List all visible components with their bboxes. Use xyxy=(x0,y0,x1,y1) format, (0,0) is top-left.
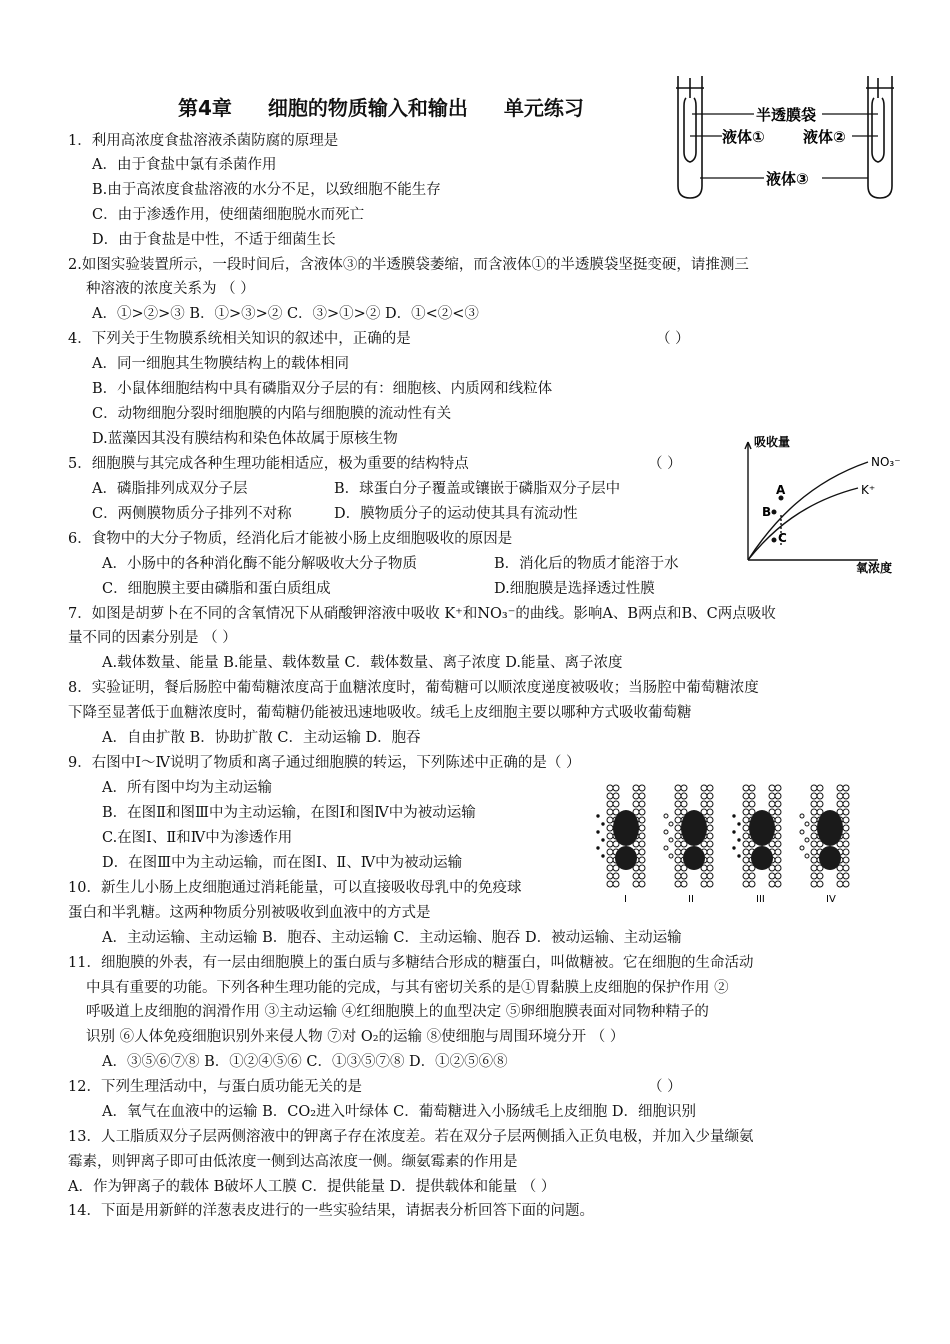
lipid-head xyxy=(707,873,713,879)
panel-label-2: II xyxy=(688,894,694,905)
lipid-head xyxy=(639,881,645,887)
lipid-head xyxy=(811,801,817,807)
legend-no3: NO₃⁻ xyxy=(871,455,901,469)
lipid-head xyxy=(707,793,713,799)
lipid-head xyxy=(743,857,749,863)
q1-option-c: C．由于渗透作用，使细菌细胞脱水而死亡 xyxy=(92,207,365,223)
lipid-head xyxy=(811,841,817,847)
q10-stem-line1: 10．新生儿小肠上皮细胞通过消耗能量，可以直接吸收母乳中的免疫球 xyxy=(68,880,522,896)
lipid-head xyxy=(675,825,681,831)
q9-option-b: B．在图Ⅱ和图Ⅲ中为主动运输，在图Ⅰ和图Ⅳ中为被动运输 xyxy=(102,805,476,821)
lipid-head xyxy=(817,785,823,791)
transport-protein xyxy=(615,846,637,870)
q13-options: A．作为钾离子的载体 B破坏人工膜 C．提供能量 D．提供载体和能量 （ ） xyxy=(68,1179,556,1195)
lipid-head xyxy=(675,785,681,791)
lipid-head xyxy=(749,873,755,879)
q5-option-a: A．磷脂排列成双分子层 xyxy=(92,481,248,497)
lipid-head xyxy=(775,801,781,807)
lipid-head xyxy=(769,793,775,799)
q4-stem: 4．下列关于生物膜系统相关知识的叙述中，正确的是 xyxy=(68,331,411,347)
point-a-label: A xyxy=(776,483,786,497)
lipid-head xyxy=(749,801,755,807)
q9-stem: 9．右图中Ⅰ～Ⅳ说明了物质和离子通过细胞膜的转运，下列陈述中正确的是（ ） xyxy=(68,755,581,771)
lipid-head xyxy=(639,849,645,855)
q13-stem-line1: 13．人工脂质双分子层两侧溶液中的钾离子存在浓度差。若在双分子层两侧插入正负电极，并加入少量缬氨 xyxy=(68,1129,754,1145)
lipid-head xyxy=(743,865,749,871)
point-b-marker xyxy=(772,510,777,515)
q8-options: A．自由扩散 B．协助扩散 C．主动运输 D．胞吞 xyxy=(102,730,421,746)
q8-stem-line2: 下降至显著低于血糖浓度时，葡萄糖仍能被迅速地吸收。绒毛上皮细胞主要以哪种方式吸收葡萄糖 xyxy=(68,705,692,721)
lipid-head xyxy=(811,881,817,887)
lipid-head xyxy=(639,865,645,871)
solute-particle xyxy=(738,855,740,857)
solute-particle xyxy=(738,823,740,825)
membrane-transport-figure xyxy=(596,776,858,908)
lipid-head xyxy=(775,793,781,799)
lipid-head xyxy=(707,881,713,887)
lipid-head xyxy=(613,793,619,799)
solute-particle xyxy=(805,838,809,842)
transport-protein xyxy=(817,810,843,846)
q5-option-c: C．两侧膜物质分子排列不对称 xyxy=(92,506,292,522)
lipid-head xyxy=(749,881,755,887)
q11-stem-line4: 识别 ⑥人体免疫细胞识别外来侵人物 ⑦对 O₂的运输 ⑧使细胞与周围环境分开 （ ） xyxy=(86,1029,625,1045)
lipid-head xyxy=(775,849,781,855)
liquid2-label: 液体② xyxy=(803,128,846,146)
q12-options: A．氧气在血液中的运输 B．CO₂进入叶绿体 C．葡萄糖进入小肠绒毛上皮细胞 D．细胞识别 xyxy=(102,1104,696,1120)
q5-stem: 5．细胞膜与其完成各种生理功能相适应，极为重要的结构特点 xyxy=(68,456,469,472)
lipid-head xyxy=(843,833,849,839)
lipid-head xyxy=(837,881,843,887)
solute-particle xyxy=(669,838,673,842)
lipid-head xyxy=(607,849,613,855)
lipid-head xyxy=(701,873,707,879)
solute-particle xyxy=(669,854,673,858)
lipid-head xyxy=(675,873,681,879)
lipid-head xyxy=(613,881,619,887)
lipid-head xyxy=(749,785,755,791)
lipid-head xyxy=(639,801,645,807)
q7-stem-line1: 7．如图是胡萝卜在不同的含氧情况下从硝酸钾溶液中吸收 K⁺和NO₃⁻的曲线。影响A、B两点和B、C两点吸收 xyxy=(68,606,776,622)
transport-protein xyxy=(749,810,775,846)
k-curve xyxy=(748,488,858,560)
q6-option-c: C．细胞膜主要由磷脂和蛋白质组成 xyxy=(102,581,331,597)
q13-stem-line2: 霉素，则钾离子即可由低浓度一侧到达高浓度一侧。缬氨霉素的作用是 xyxy=(68,1154,518,1170)
solute-particle xyxy=(664,814,668,818)
lipid-head xyxy=(707,841,713,847)
q5-bracket: （ ） xyxy=(648,456,682,472)
lipid-head xyxy=(707,865,713,871)
lipid-head xyxy=(775,785,781,791)
lipid-head xyxy=(633,801,639,807)
point-c-label: C xyxy=(778,531,787,545)
q4-option-a: A．同一细胞其生物膜结构上的载体相同 xyxy=(92,356,349,372)
lipid-head xyxy=(639,817,645,823)
lipid-head xyxy=(607,833,613,839)
point-c-marker xyxy=(772,538,777,543)
lipid-head xyxy=(633,793,639,799)
lipid-head xyxy=(837,793,843,799)
lipid-head xyxy=(607,841,613,847)
lipid-head xyxy=(837,801,843,807)
lipid-head xyxy=(743,849,749,855)
lipid-head xyxy=(639,833,645,839)
page-title xyxy=(178,92,620,121)
lipid-head xyxy=(843,881,849,887)
lipid-head xyxy=(707,849,713,855)
lipid-head xyxy=(775,881,781,887)
lipid-head xyxy=(817,801,823,807)
q6-option-d: D.细胞膜是选择透过性膜 xyxy=(494,581,655,597)
osmosis-apparatus-figure xyxy=(672,74,900,204)
chapter-name: 细胞的物质输入和输出 xyxy=(267,96,468,120)
solute-particle xyxy=(597,847,599,849)
solute-particle xyxy=(597,815,599,817)
lipid-head xyxy=(775,873,781,879)
q6-option-b: B．消化后的物质才能溶于水 xyxy=(494,556,679,572)
lipid-head xyxy=(681,793,687,799)
lipid-head xyxy=(843,865,849,871)
chapter-number: 第4章 xyxy=(178,96,232,120)
lipid-head xyxy=(639,809,645,815)
lipid-head xyxy=(701,801,707,807)
q2-stem-line1: 2.如图实验装置所示，一段时间后，含液体③的半透膜袋萎缩，而含液体①的半透膜袋坚挺变硬，请推测三 xyxy=(68,257,749,273)
q4-bracket: （ ） xyxy=(656,331,690,347)
q7-options: A.载体数量、能量 B.能量、载体数量 C．载体数量、离子浓度 D.能量、离子浓度 xyxy=(102,655,623,671)
lipid-head xyxy=(749,793,755,799)
lipid-head xyxy=(811,793,817,799)
lipid-head xyxy=(775,865,781,871)
q11-stem-line2: 中具有重要的功能。下列各种生理功能的完成，与其有密切关系的是①胃黏膜上皮细胞的保护作用 ② xyxy=(86,980,729,996)
lipid-head xyxy=(681,881,687,887)
transport-protein xyxy=(683,846,705,870)
q4-option-c: C．动物细胞分裂时细胞膜的内陷与细胞膜的流动性有关 xyxy=(92,406,452,422)
lipid-head xyxy=(775,833,781,839)
lipid-head xyxy=(775,857,781,863)
lipid-head xyxy=(707,857,713,863)
lipid-head xyxy=(843,849,849,855)
lipid-head xyxy=(639,841,645,847)
lipid-head xyxy=(811,849,817,855)
solute-particle xyxy=(805,854,809,858)
lipid-head xyxy=(843,809,849,815)
lipid-head xyxy=(811,865,817,871)
q1-option-d: D．由于食盐是中性，不适于细菌生长 xyxy=(92,232,336,248)
q2-options: A．①>②>③ B．①>③>② C．③>①>② D．①<②<③ xyxy=(92,306,479,322)
lipid-head xyxy=(843,873,849,879)
lipid-head xyxy=(743,825,749,831)
q7-stem-line2: 量不同的因素分别是 （ ） xyxy=(68,630,237,646)
bag-label: 半透膜袋 xyxy=(756,106,817,124)
lipid-head xyxy=(811,817,817,823)
lipid-head xyxy=(607,857,613,863)
solute-particle xyxy=(602,823,604,825)
lipid-head xyxy=(769,785,775,791)
lipid-head xyxy=(743,809,749,815)
point-b-label: B xyxy=(762,505,772,519)
solute-particle xyxy=(669,822,673,826)
solute-particle xyxy=(597,831,599,833)
lipid-head xyxy=(613,873,619,879)
q11-stem-line3: 呼吸道上皮细胞的润滑作用 ③主动运输 ④红细胞膜上的血型决定 ⑤卵细胞膜表面对同物种精子的 xyxy=(86,1004,709,1020)
solute-particle xyxy=(800,846,804,850)
lipid-head xyxy=(843,785,849,791)
q9-option-a: A．所有图中均为主动运输 xyxy=(102,780,272,796)
lipid-head xyxy=(811,873,817,879)
lipid-head xyxy=(675,833,681,839)
lipid-head xyxy=(843,801,849,807)
transport-protein xyxy=(819,846,841,870)
lipid-head xyxy=(817,793,823,799)
solute-particle xyxy=(733,847,735,849)
q10-options: A．主动运输、主动运输 B．胞吞、主动运输 C．主动运输、胞吞 D．被动运输、主动运输 xyxy=(102,930,682,946)
lipid-head xyxy=(607,817,613,823)
lipid-head xyxy=(607,825,613,831)
transport-protein xyxy=(613,810,639,846)
lipid-head xyxy=(843,793,849,799)
solute-particle xyxy=(664,830,668,834)
lipid-head xyxy=(743,801,749,807)
solute-particle xyxy=(800,830,804,834)
q6-option-a: A．小肠中的各种消化酶不能分解吸收大分子物质 xyxy=(102,556,417,572)
q12-bracket: （ ） xyxy=(648,1079,682,1095)
q5-option-d: D．膜物质分子的运动使其具有流动性 xyxy=(334,506,578,522)
lipid-head xyxy=(607,881,613,887)
solute-particle xyxy=(733,815,735,817)
q1-option-a: A．由于食盐中氯有杀菌作用 xyxy=(92,157,277,173)
lipid-head xyxy=(843,857,849,863)
lipid-head xyxy=(607,865,613,871)
q4-option-b: B．小鼠体细胞结构中具有磷脂双分子层的有：细胞核、内质网和线粒体 xyxy=(92,381,553,397)
lipid-head xyxy=(639,785,645,791)
lipid-head xyxy=(607,809,613,815)
lipid-head xyxy=(675,801,681,807)
solute-particle xyxy=(738,839,740,841)
q9-option-c: C.在图Ⅰ、Ⅱ和Ⅳ中为渗透作用 xyxy=(102,830,293,846)
q1-option-b: B.由于高浓度食盐溶液的水分不足，以致细胞不能生存 xyxy=(92,182,441,198)
q1-stem: 1．利用高浓度食盐溶液杀菌防腐的原理是 xyxy=(68,133,339,149)
lipid-head xyxy=(607,785,613,791)
lipid-head xyxy=(675,841,681,847)
solute-particle xyxy=(602,839,604,841)
lipid-head xyxy=(843,825,849,831)
lipid-head xyxy=(675,817,681,823)
lipid-head xyxy=(701,785,707,791)
q10-stem-line2: 蛋白和半乳糖。这两种物质分别被吸收到血液中的方式是 xyxy=(68,905,431,921)
transport-protein xyxy=(681,810,707,846)
lipid-head xyxy=(743,817,749,823)
lipid-head xyxy=(675,809,681,815)
lipid-head xyxy=(837,785,843,791)
lipid-head xyxy=(775,825,781,831)
liquid3-label: 液体③ xyxy=(766,170,809,188)
solute-particle xyxy=(733,831,735,833)
lipid-head xyxy=(769,881,775,887)
lipid-head xyxy=(743,793,749,799)
lipid-head xyxy=(707,785,713,791)
lipid-head xyxy=(681,785,687,791)
lipid-head xyxy=(639,857,645,863)
lipid-head xyxy=(675,865,681,871)
lipid-head xyxy=(743,833,749,839)
lipid-head xyxy=(675,793,681,799)
lipid-head xyxy=(775,817,781,823)
lipid-head xyxy=(607,873,613,879)
lipid-head xyxy=(633,881,639,887)
y-axis-label: 吸收量 xyxy=(754,435,791,449)
lipid-head xyxy=(639,793,645,799)
lipid-head xyxy=(743,841,749,847)
lipid-head xyxy=(607,793,613,799)
lipid-head xyxy=(811,825,817,831)
lipid-head xyxy=(639,825,645,831)
lipid-head xyxy=(743,873,749,879)
lipid-head xyxy=(707,833,713,839)
x-axis-label: 氧浓度 xyxy=(856,561,893,575)
lipid-head xyxy=(707,817,713,823)
q2-stem-line2: 种溶液的浓度关系为 （ ） xyxy=(86,281,255,297)
lipid-head xyxy=(707,809,713,815)
q5-option-b: B．球蛋白分子覆盖或镶嵌于磷脂双分子层中 xyxy=(334,481,621,497)
legend-k: K⁺ xyxy=(861,483,876,497)
lipid-head xyxy=(681,801,687,807)
lipid-head xyxy=(701,793,707,799)
lipid-head xyxy=(811,857,817,863)
q9-option-d: D．在图Ⅲ中为主动运输，而在图Ⅰ、Ⅱ、Ⅳ中为被动运输 xyxy=(102,855,463,871)
lipid-head xyxy=(633,873,639,879)
lipid-head xyxy=(837,873,843,879)
lipid-head xyxy=(811,833,817,839)
lipid-head xyxy=(843,817,849,823)
lipid-head xyxy=(707,801,713,807)
panel-label-3: III xyxy=(756,894,765,905)
q12-stem: 12．下列生理活动中，与蛋白质功能无关的是 xyxy=(68,1079,362,1095)
lipid-head xyxy=(775,841,781,847)
lipid-head xyxy=(811,785,817,791)
lipid-head xyxy=(817,873,823,879)
lipid-head xyxy=(613,785,619,791)
lipid-head xyxy=(775,809,781,815)
solute-particle xyxy=(800,814,804,818)
lipid-head xyxy=(675,881,681,887)
panel-label-4: IV xyxy=(826,894,836,905)
lipid-head xyxy=(613,801,619,807)
panel-label-1: I xyxy=(624,894,627,905)
solute-particle xyxy=(805,822,809,826)
lipid-head xyxy=(843,841,849,847)
solute-particle xyxy=(664,846,668,850)
q8-stem-line1: 8．实验证明，餐后肠腔中葡萄糖浓度高于血糖浓度时，葡萄糖可以顺浓度递度被吸收；当肠腔中葡萄糖浓度 xyxy=(68,680,759,696)
q4-option-d: D.蓝藻因其没有膜结构和染色体故属于原核生物 xyxy=(92,431,398,447)
lipid-head xyxy=(633,785,639,791)
lipid-head xyxy=(811,809,817,815)
q11-options: A．③⑤⑥⑦⑧ B．①②④⑤⑥ C．①③⑤⑦⑧ D．①②⑤⑥⑧ xyxy=(102,1054,508,1070)
lipid-head xyxy=(817,881,823,887)
solute-particle xyxy=(602,855,604,857)
lipid-head xyxy=(743,881,749,887)
title-type: 单元练习 xyxy=(503,96,584,120)
lipid-head xyxy=(681,873,687,879)
q11-stem-line1: 11．细胞膜的外表，有一层由细胞膜上的蛋白质与多糖结合形成的糖蛋白，叫做糖被。它在细胞的生命活动 xyxy=(68,955,754,971)
lipid-head xyxy=(707,825,713,831)
lipid-head xyxy=(607,801,613,807)
liquid1-label: 液体① xyxy=(722,128,765,146)
lipid-head xyxy=(743,785,749,791)
lipid-head xyxy=(675,849,681,855)
lipid-head xyxy=(639,873,645,879)
absorption-curve-figure xyxy=(738,432,908,580)
lipid-head xyxy=(769,801,775,807)
lipid-head xyxy=(675,857,681,863)
q14-stem: 14．下面是用新鲜的洋葱表皮进行的一些实验结果，请据表分析回答下面的问题。 xyxy=(68,1203,594,1219)
lipid-head xyxy=(701,881,707,887)
q6-stem: 6．食物中的大分子物质，经消化后才能被小肠上皮细胞吸收的原因是 xyxy=(68,531,513,547)
lipid-head xyxy=(769,873,775,879)
transport-protein xyxy=(751,846,773,870)
